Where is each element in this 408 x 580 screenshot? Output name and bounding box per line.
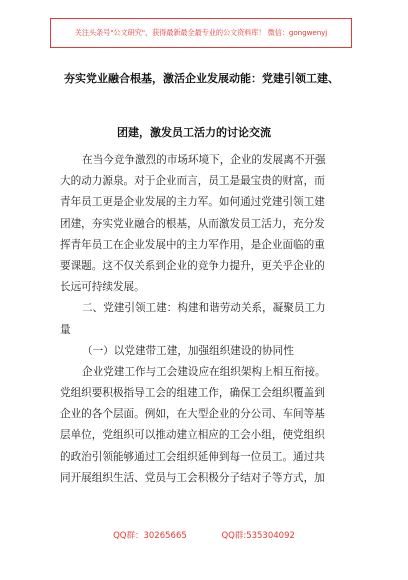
title-line-1: 夯实党业融合根基，激活企业发展动能：党建引领工建、 [64,72,339,85]
paragraph-line: 青年员工更是企业发展的主力军。如何通过党建引领工建 [60,196,325,209]
paragraph-line: 的政治引领能够通过工会组织延伸到每一位员工。通过共 [60,450,325,463]
paragraph-line: 同开展组织生活、党员与工会积极分子结对子等方式，加 [60,471,325,484]
paragraph-line: 挥青年员工在企业发展中的主力军作用，是企业面临的重 [60,238,325,251]
paragraph-line: 要课题。这不仅关系到企业的竞争力提升，更关乎企业的 [60,259,325,272]
footer-qq-group-2: QQ群:535304092 [221,531,295,541]
header-notice-box [50,18,352,48]
header-notice-text: 关注头条号"公文研究"，获得最新最全最专业的公文资料库！ 微信：gongwenyj [74,28,328,37]
paragraph-line: 团建，夯实党业融合的根基，从而激发员工活力，充分发 [60,217,325,230]
paragraph-line: 企业的各个层面。例如，在大型企业的分公司、车间等基 [60,408,325,421]
paragraph-line: 党组织要积极指导工会的组建工作，确保工会组织覆盖到 [60,387,325,400]
footer-contact [0,529,408,541]
paragraph-line: 层单位，党组织可以推动建立相应的工会小组，使党组织 [60,429,325,442]
paragraph-line: 企业党建工作与工会建设应在组织架构上相互衔接。 [82,365,326,378]
title-line-2: 团建，激发员工活力的讨论交流 [117,126,271,139]
paragraph-line: 长远可持续发展。 [60,281,145,294]
section-heading: 二、党建引领工建：构建和谐劳动关系，凝聚员工力 [82,302,326,315]
section-heading-continued: 量 [60,323,71,336]
paragraph-line: 在当今竞争激烈的市场环境下，企业的发展离不开强 [82,154,326,166]
subsection-heading: （一）以党建带工建，加强组织建设的协同性 [82,344,294,357]
footer-qq-group-1: QQ群：30265665 [113,531,187,541]
paragraph-line: 大的动力源泉。对于企业而言，员工是最宝贵的财富，而 [60,175,325,188]
body-text [60,150,362,489]
